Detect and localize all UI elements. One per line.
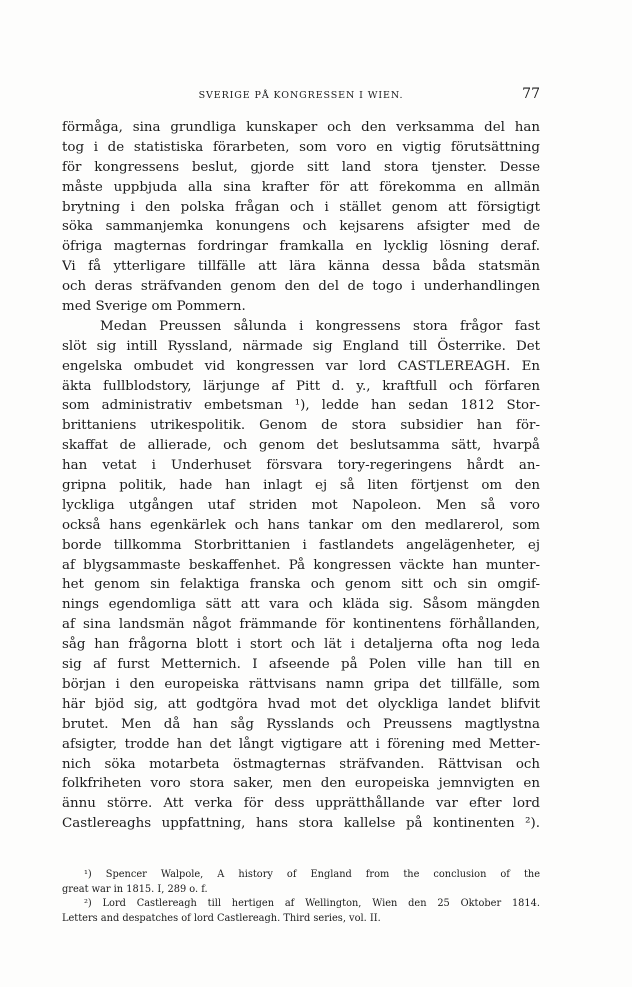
text-line: ännu större. Att verka för dess upprätthållande var efter lord [62, 796, 540, 812]
text-line: sig af furst Metternich. I afseende på Polen ville han till en [62, 657, 540, 673]
running-title: SVERIGE PÅ KONGRESSEN I WIEN. [198, 90, 404, 101]
text-line: nich söka motarbeta östmagternas sträfvanden. Rättvisan och [62, 756, 540, 772]
text-line: engelska ombudet vid kongressen var lord CASTLEREAGH. En [62, 358, 540, 374]
text-line: af blygsammaste beskaffenhet. På kongressen väckte han munter- [62, 557, 540, 573]
footnotes [62, 868, 540, 926]
text-line: tog i de statistiska förarbeten, som voro en vigtig förutsättning [62, 139, 540, 155]
text-line: för kongressens beslut, gjorde sitt land stora tjenster. Desse [62, 159, 540, 175]
text-line: Vi få ytterligare tillfälle att lära känna dessa båda statsmän [62, 259, 540, 275]
text-line: brytning i den polska frågan och i stället genom att försigtigt [62, 199, 540, 215]
text-line: nings egendomliga sätt att vara och kläda sig. Såsom mängden [62, 597, 540, 613]
text-line: brittaniens utrikespolitik. Genom de stora subsidier han för- [62, 418, 540, 434]
text-line: öfriga magternas fordringar framkalla en lycklig lösning deraf. [62, 239, 540, 255]
text-line: söka sammanjemka konungens och kejsarens afsigter med de [62, 219, 540, 235]
text-line: med Sverige om Pommern. [62, 299, 246, 315]
text-line: het genom sin felaktiga franska och genom sitt och sin omgif- [62, 577, 540, 593]
text-line: förmåga, sina grundliga kunskaper och den verksamma del han [62, 120, 540, 135]
text-line: af sina landsmän något främmande för kontinentens förhållanden, [62, 617, 540, 633]
text-line: Castlereaghs uppfattning, hans stora kallelse på kontinenten ²). [62, 816, 540, 832]
text-line: måste uppbjuda alla sina krafter för att förekomma en allmän [62, 179, 540, 195]
text-line: gripna politik, hade han inlagt ej så liten förtjenst om den [62, 478, 540, 494]
text-line: som administrativ embetsman ¹), ledde han sedan 1812 Stor- [62, 398, 540, 414]
text-line: och deras sträfvanden genom den del de togo i underhandlingen [62, 279, 540, 295]
body-text [62, 118, 540, 834]
text-line: Medan Preussen sålunda i kongressens stora frågor fast [100, 318, 540, 334]
text-line: afsigter, trodde han det långt vigtigare att i förening med Metter- [62, 736, 540, 752]
text-line: brutet. Men då han såg Rysslands och Preussens magtlystna [62, 716, 540, 732]
footnote-line: Letters and despatches of lord Castlereagh. Third series, vol. II. [62, 912, 381, 924]
text-line: slöt sig intill Ryssland, närmade sig England till Österrike. Det [62, 338, 540, 354]
text-line: början i den europeiska rättvisans namn gripa det tillfälle, som [62, 676, 540, 692]
text-line: också hans egenkärlek och hans tankar om den medlarerol, som [62, 517, 540, 533]
text-line: han vetat i Underhuset försvara tory-regeringens hårdt an- [62, 458, 540, 474]
footnote-line: ²) Lord Castlereagh till hertigen af Wellington, Wien den 25 Oktober 1814. [84, 898, 540, 909]
page-number: 77 [522, 86, 540, 102]
text-line: här bjöd sig, att godtgöra hvad mot det olyckliga landet blifvit [62, 696, 540, 712]
footnote-line: ¹) Spencer Walpole, A history of England from the conclusion of the [84, 869, 540, 880]
text-line: äkta fullblodstory, lärjunge af Pitt d. y., kraftfull och förfaren [62, 378, 540, 394]
text-line: lyckliga utgången utaf striden mot Napoleon. Men så voro [62, 497, 540, 513]
footnote-line: great war in 1815. I, 289 o. f. [62, 883, 208, 895]
text-line: folkfriheten voro stora saker, men den europeiska jemnvigten en [62, 776, 540, 792]
text-line: borde tillkomma Storbrittanien i fastlandets angelägenheter, ej [62, 537, 540, 553]
text-line: skaffat de allierade, och genom det beslutsamma sätt, hvarpå [62, 438, 540, 454]
text-line: såg han frågorna blott i stort och lät i detaljerna ofta nog leda [62, 637, 540, 653]
page-header [62, 86, 540, 106]
